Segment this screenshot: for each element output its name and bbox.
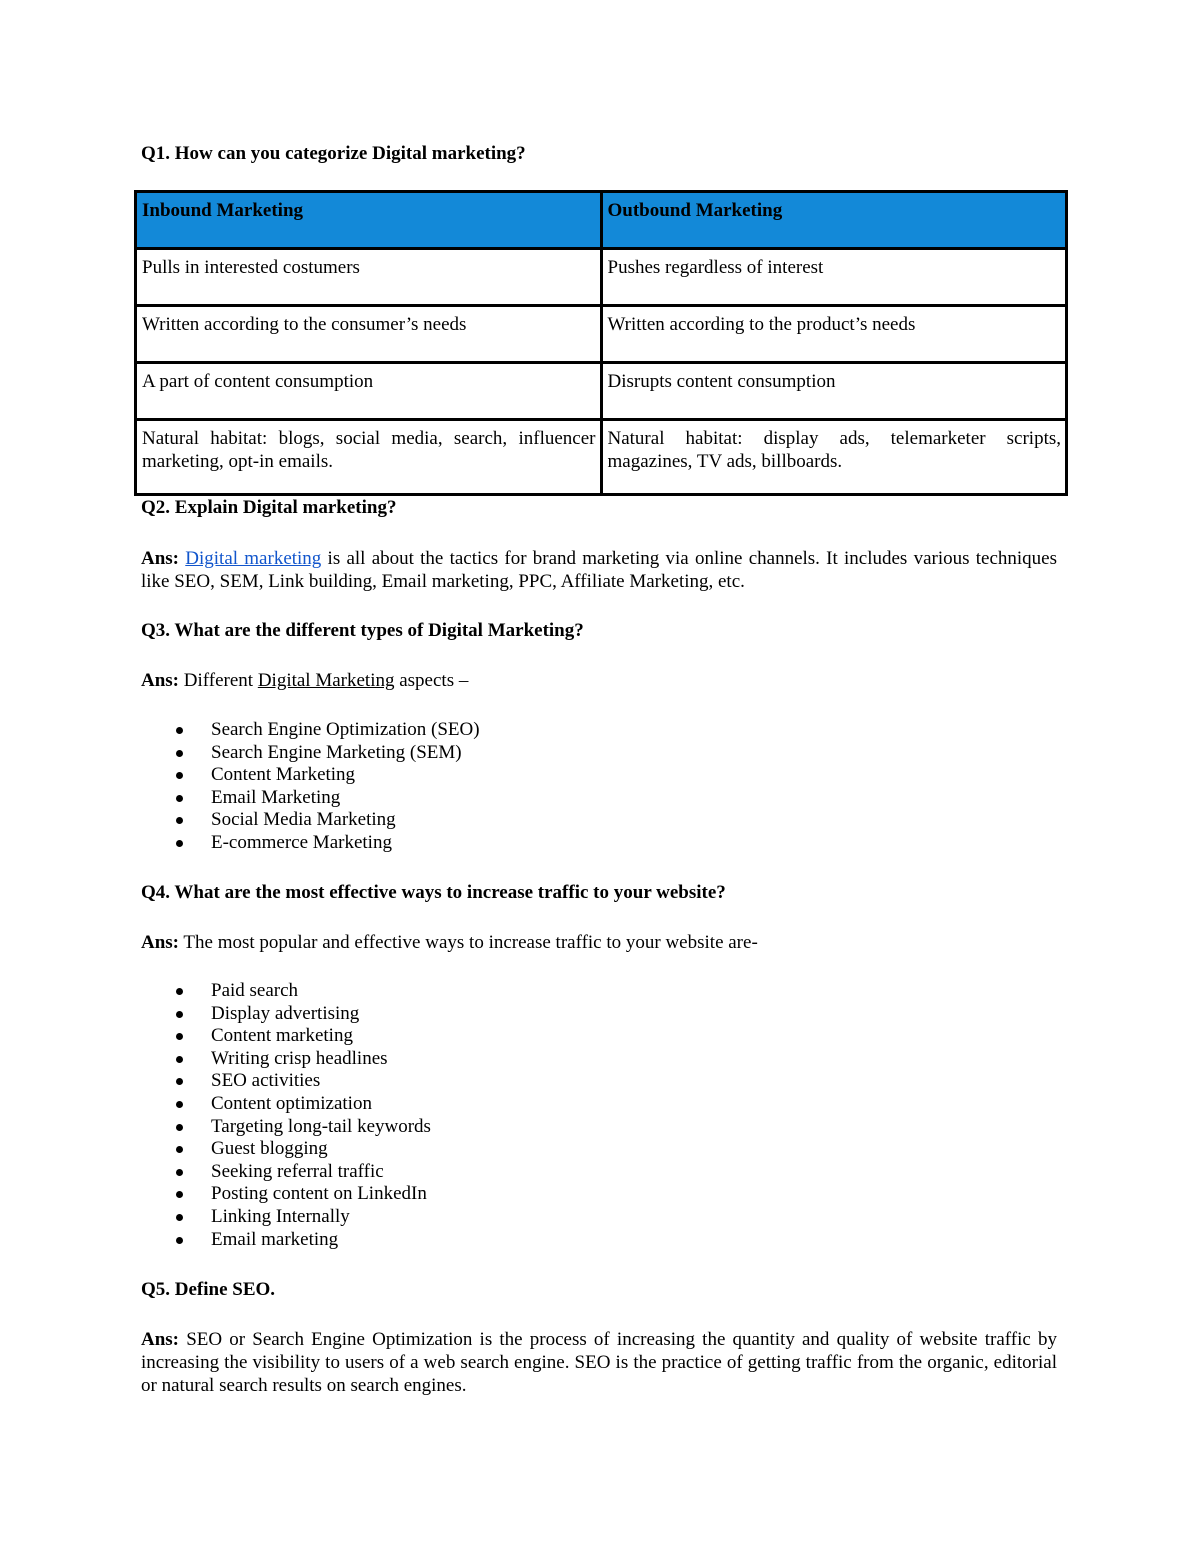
list-item (141, 1183, 431, 1206)
table-cell: Disrupts content consumption (601, 363, 1067, 420)
list-item (141, 980, 431, 1003)
bullet-icon (176, 1169, 183, 1176)
bullet-icon (176, 1101, 183, 1108)
table-header-outbound: Outbound Marketing (601, 192, 1067, 249)
bullet-icon (176, 988, 183, 995)
list-item (141, 719, 480, 742)
list-item-text: E-commerce Marketing (211, 831, 392, 853)
marketing-types-list (141, 719, 480, 855)
table-cell: Natural habitat: display ads, telemarketer scripts, magazines, TV ads, billboards. (601, 420, 1067, 495)
table-cell: Pulls in interested costumers (136, 249, 602, 306)
bullet-icon (176, 795, 183, 802)
table-cell: Written according to the product’s needs (601, 306, 1067, 363)
table-cell: Written according to the consumer’s needs (136, 306, 602, 363)
bullet-icon (176, 1146, 183, 1153)
list-item-text: Content marketing (211, 1025, 353, 1047)
table-header-inbound: Inbound Marketing (136, 192, 602, 249)
bullet-icon (176, 1214, 183, 1221)
answer-4-text: The most popular and effective ways to increase traffic to your website are- (179, 932, 758, 953)
list-item (141, 764, 480, 787)
bullet-icon (176, 840, 183, 847)
list-item-text: Guest blogging (211, 1138, 328, 1160)
digital-marketing-link[interactable]: Digital marketing (185, 548, 322, 569)
list-item-text: Search Engine Marketing (SEM) (211, 741, 462, 763)
table-row (136, 249, 1067, 306)
list-item (141, 1161, 431, 1184)
list-item-text: Targeting long-tail keywords (211, 1115, 431, 1137)
list-item-text: Writing crisp headlines (211, 1047, 388, 1069)
list-item-text: SEO activities (211, 1070, 321, 1092)
list-item-text: Content optimization (211, 1092, 372, 1114)
list-item-text: Seeking referral traffic (211, 1160, 384, 1182)
bullet-icon (176, 1033, 183, 1040)
ans-label: Ans: (141, 548, 180, 569)
list-item-text: Posting content on LinkedIn (211, 1183, 427, 1205)
list-item-text: Paid search (211, 980, 299, 1001)
list-item (141, 1070, 431, 1093)
table-row (136, 420, 1067, 495)
bullet-icon (176, 1011, 183, 1018)
list-item (141, 1116, 431, 1139)
bullet-icon (176, 817, 183, 824)
answer-4 (141, 931, 1057, 954)
list-item-text: Linking Internally (211, 1205, 350, 1227)
answer-2-text: is all about the tactics for brand marketing via online channels. It includes various techniques like SEO, SEM, Link building, Email marketing, PPC, Affiliate Marketing, etc. (141, 548, 1057, 592)
table-row (136, 363, 1067, 420)
bullet-icon (176, 1124, 183, 1131)
answer-5 (141, 1328, 1057, 1397)
ans-label: Ans: (141, 1329, 180, 1350)
question-2-heading: Q2. Explain Digital marketing? (141, 497, 397, 518)
list-item-text: Display advertising (211, 1002, 360, 1024)
question-4-heading: Q4. What are the most effective ways to increase traffic to your website? (141, 882, 726, 903)
question-1-heading: Q1. How can you categorize Digital marketing? (141, 143, 526, 164)
bullet-icon (176, 772, 183, 779)
list-item (141, 787, 480, 810)
list-item-text: Email marketing (211, 1228, 339, 1250)
answer-5-text: SEO or Search Engine Optimization is the process of increasing the quantity and quality of website traffic by increasing the visibility to users of a web search engine. SEO is the practice of getting traffic from the organic, editorial or natural search results on search engines. (141, 1329, 1057, 1396)
list-item-text: Search Engine Optimization (SEO) (211, 719, 480, 740)
ans-label: Ans: (141, 670, 180, 691)
list-item (141, 742, 480, 765)
list-item-text: Social Media Marketing (211, 809, 396, 831)
bullet-icon (176, 1237, 183, 1244)
bullet-icon (176, 750, 183, 757)
list-item (141, 1093, 431, 1116)
bullet-icon (176, 1056, 183, 1063)
list-item (141, 1229, 431, 1252)
table-cell: Pushes regardless of interest (601, 249, 1067, 306)
table-header-row (136, 192, 1067, 249)
answer-2 (141, 547, 1057, 593)
list-item-text: Email Marketing (211, 786, 341, 808)
traffic-ways-list (141, 980, 431, 1251)
question-3-heading: Q3. What are the different types of Digital Marketing? (141, 620, 584, 641)
list-item (141, 1206, 431, 1229)
question-5-heading: Q5. Define SEO. (141, 1279, 276, 1300)
table-cell: A part of content consumption (136, 363, 602, 420)
answer-3 (141, 669, 1057, 692)
list-item (141, 1138, 431, 1161)
list-item (141, 809, 480, 832)
bullet-icon (176, 727, 183, 734)
table-cell: Natural habitat: blogs, social media, search, influencer marketing, opt-in emails. (136, 420, 602, 495)
list-item (141, 832, 480, 855)
answer-3-text: Different (179, 670, 258, 691)
list-item-text: Content Marketing (211, 764, 356, 786)
answer-3-text-end: aspects – (394, 670, 469, 691)
list-item (141, 1003, 431, 1026)
ans-label: Ans: (141, 932, 180, 953)
list-item (141, 1025, 431, 1048)
inbound-outbound-table (134, 190, 1068, 496)
table-row (136, 306, 1067, 363)
bullet-icon (176, 1191, 183, 1198)
digital-marketing-underlined: Digital Marketing (257, 670, 395, 691)
list-item (141, 1048, 431, 1071)
bullet-icon (176, 1078, 183, 1085)
